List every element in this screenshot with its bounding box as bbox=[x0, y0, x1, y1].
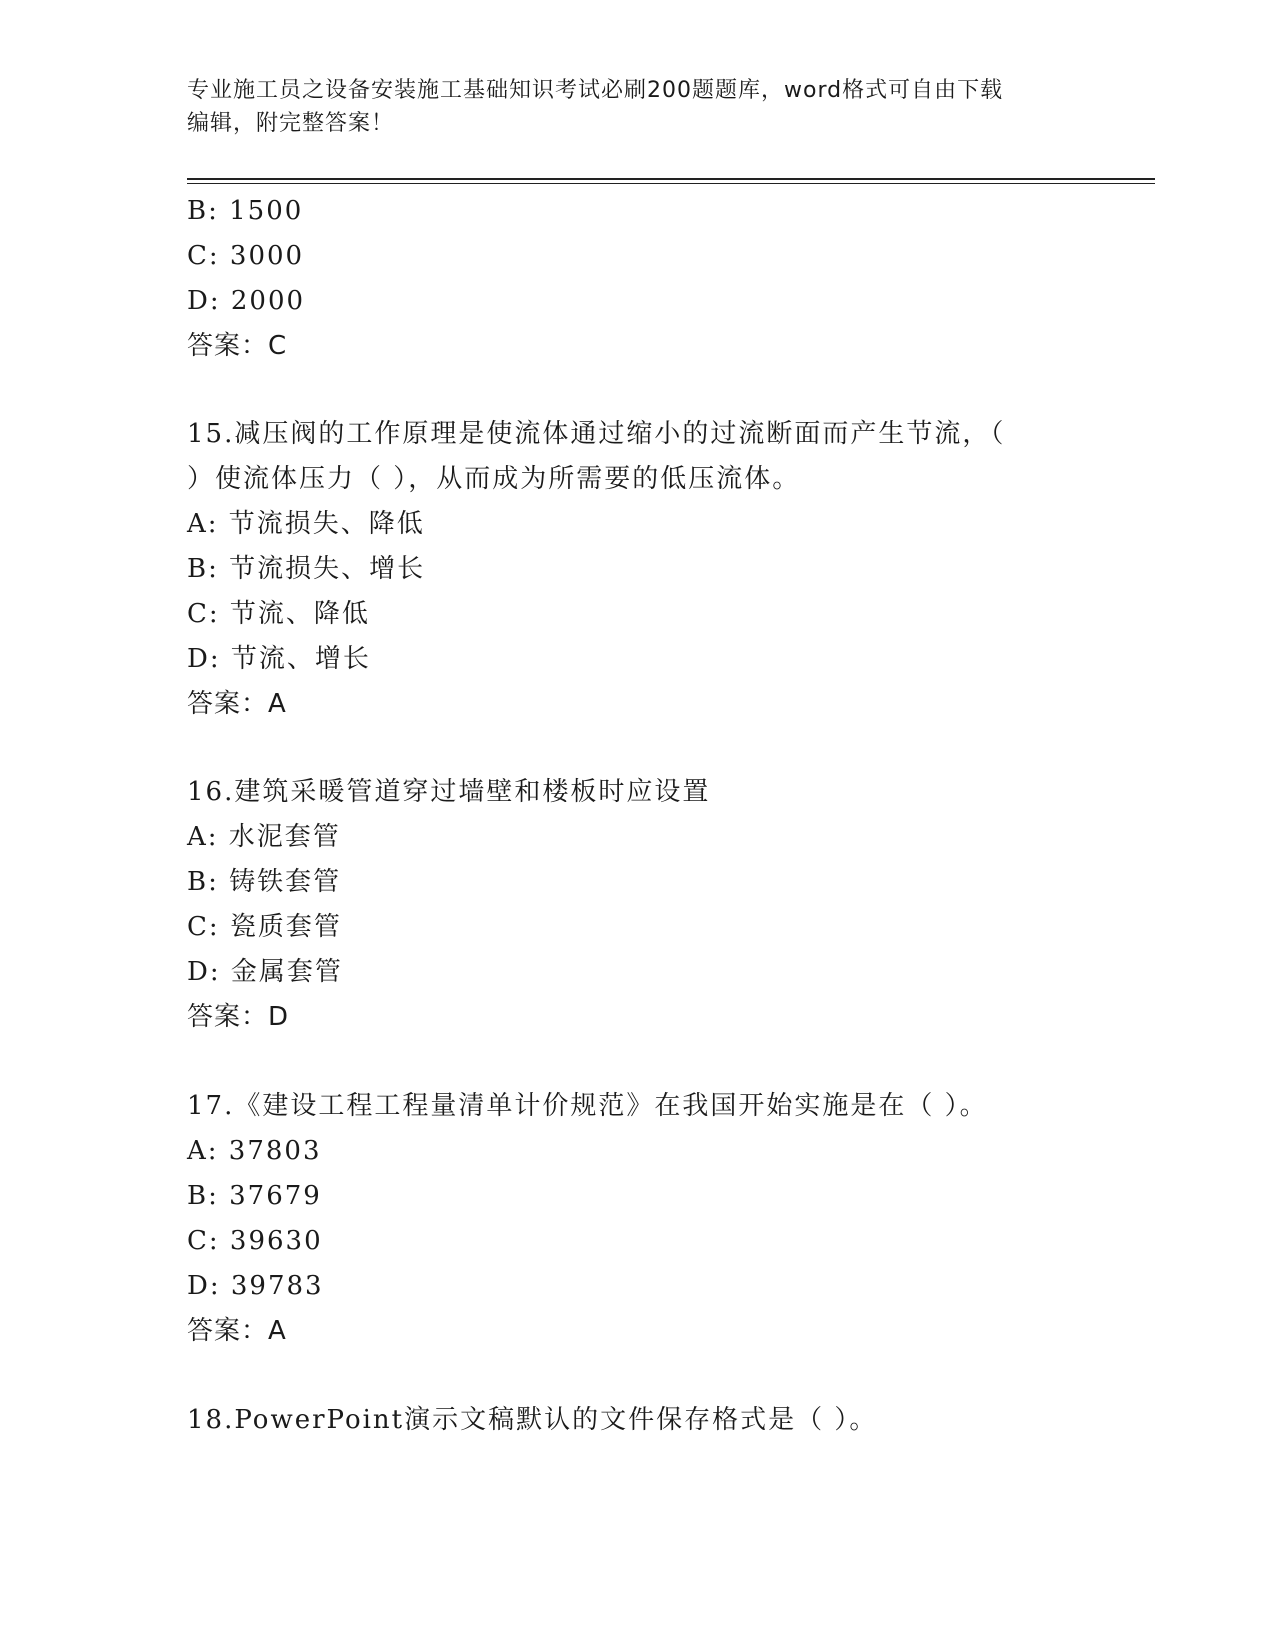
header-line-1: 专业施工员之设备安装施工基础知识考试必刷200题题库，word格式可自由下载 bbox=[187, 78, 1004, 103]
q15-answer: 答案：A bbox=[187, 689, 287, 719]
q16-answer: 答案：D bbox=[187, 1002, 290, 1032]
q14-answer: 答案：C bbox=[187, 331, 288, 361]
q16-option-d: D: 金属套管 bbox=[187, 957, 343, 987]
q15-stem-line-1: 15.减压阀的工作原理是使流体通过缩小的过流断面而产生节流，（ bbox=[187, 419, 1006, 449]
q17-option-b: B: 37679 bbox=[187, 1181, 322, 1211]
header-line-2: 编辑，附完整答案！ bbox=[187, 111, 395, 136]
header-divider-thick bbox=[187, 178, 1155, 180]
q15-option-b: B: 节流损失、增长 bbox=[187, 554, 426, 584]
q15-option-a: A: 节流损失、降低 bbox=[187, 509, 425, 539]
q16-option-a: A: 水泥套管 bbox=[187, 822, 341, 852]
q15-option-c: C: 节流、降低 bbox=[187, 599, 370, 629]
q18-stem: 18.PowerPoint演示文稿默认的文件保存格式是（ ）。 bbox=[187, 1405, 878, 1435]
q14-option-c: C: 3000 bbox=[187, 241, 305, 271]
document-header bbox=[187, 74, 1087, 140]
q17-option-a: A: 37803 bbox=[187, 1136, 322, 1166]
q16-option-b: B: 铸铁套管 bbox=[187, 867, 342, 897]
q15-stem-line-2: ）使流体压力（ ），从而成为所需要的低压流体。 bbox=[187, 464, 801, 494]
q16-stem: 16.建筑采暖管道穿过墙壁和楼板时应设置 bbox=[187, 777, 711, 807]
q17-stem: 17.《建设工程工程量清单计价规范》在我国开始实施是在（ ）。 bbox=[187, 1091, 988, 1121]
q16-option-c: C: 瓷质套管 bbox=[187, 912, 342, 942]
q15-option-d: D: 节流、增长 bbox=[187, 644, 371, 674]
q14-option-b: B: 1500 bbox=[187, 196, 304, 226]
header-divider-thin bbox=[187, 183, 1155, 184]
q14-option-d: D: 2000 bbox=[187, 286, 306, 316]
q17-answer: 答案：A bbox=[187, 1316, 287, 1346]
q17-option-d: D: 39783 bbox=[187, 1271, 324, 1301]
q17-option-c: C: 39630 bbox=[187, 1226, 323, 1256]
